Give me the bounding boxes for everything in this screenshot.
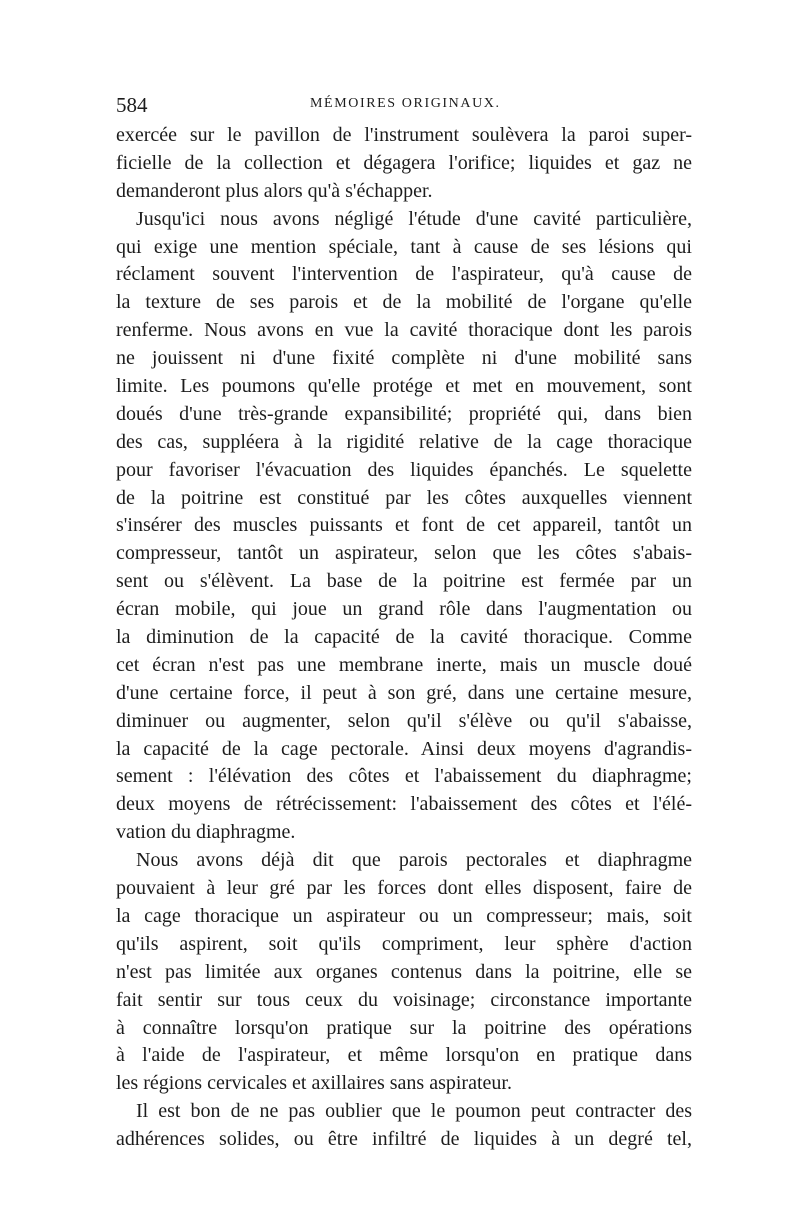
text-line: de la poitrine est constitué par les côtes auxquelles viennent [116, 486, 692, 509]
text-line: diminuer ou augmenter, selon qu'il s'élève ou qu'il s'abaisse, [116, 709, 692, 732]
text-line: exercée sur le pavillon de l'instrument soulèvera la paroi super- [116, 124, 692, 146]
text-line: sent ou s'élèvent. La base de la poitrine est fermée par un [116, 570, 692, 593]
text-line: pouvaient à leur gré par les forces dont elles disposent, faire de [116, 877, 692, 900]
text-line: limite. Les poumons qu'elle protége et met en mouvement, sont [116, 375, 692, 398]
text-line: deux moyens de rétrécissement: l'abaissement des côtes et l'élé- [116, 793, 692, 816]
text-line: doués d'une très-grande expansibilité; propriété qui, dans bien [116, 402, 692, 425]
text-line: réclament souvent l'intervention de l'aspirateur, qu'à cause de [116, 263, 692, 286]
text-line: Il est bon de ne pas oublier que le poumon peut contracter des [136, 1100, 692, 1123]
text-line: la texture de ses parois et de la mobilité de l'organe qu'elle [116, 291, 692, 314]
text-line: qu'ils aspirent, soit qu'ils compriment, leur sphère d'action [116, 932, 692, 955]
text-line: adhérences solides, ou être infiltré de liquides à un degré tel, [116, 1128, 692, 1151]
text-line: Jusqu'ici nous avons négligé l'étude d'une cavité particulière, [136, 207, 692, 230]
text-line: la diminution de la capacité de la cavité thoracique. Comme [116, 626, 692, 649]
text-line: compresseur, tantôt un aspirateur, selon que les côtes s'abais- [116, 542, 692, 565]
text-line: Nous avons déjà dit que parois pectorales et diaphragme [136, 849, 692, 872]
text-line: fait sentir sur tous ceux du voisinage; circonstance importante [116, 988, 692, 1011]
text-line: qui exige une mention spéciale, tant à cause de ses lésions qui [116, 235, 692, 258]
text-line: d'une certaine force, il peut à son gré, dans une certaine mesure, [116, 681, 692, 704]
page-header [116, 93, 698, 123]
text-line: des cas, suppléera à la rigidité relative de la cage thoracique [116, 430, 692, 453]
text-line: la capacité de la cage pectorale. Ainsi deux moyens d'agrandis- [116, 737, 692, 760]
text-line: s'insérer des muscles puissants et font de cet appareil, tantôt un [116, 514, 692, 537]
body-text [116, 122, 692, 1154]
page-number: 584 [116, 93, 148, 117]
text-line: sement : l'élévation des côtes et l'abaissement du diaphragme; [116, 765, 692, 788]
running-head: MÉMOIRES ORIGINAUX. [310, 96, 501, 111]
text-line: demanderont plus alors qu'à s'échapper. [116, 179, 433, 202]
text-line: la cage thoracique un aspirateur ou un compresseur; mais, soit [116, 904, 692, 927]
text-line: à connaître lorsqu'on pratique sur la poitrine des opérations [116, 1016, 692, 1039]
text-line: vation du diaphragme. [116, 821, 296, 844]
text-line: cet écran n'est pas une membrane inerte, mais un muscle doué [116, 653, 692, 676]
text-line: n'est pas limitée aux organes contenus dans la poitrine, elle se [116, 960, 692, 983]
text-line: renferme. Nous avons en vue la cavité thoracique dont les parois [116, 319, 692, 342]
text-line: ne jouissent ni d'une fixité complète ni d'une mobilité sans [116, 347, 692, 370]
text-line: écran mobile, qui joue un grand rôle dans l'augmentation ou [116, 598, 692, 621]
text-line: pour favoriser l'évacuation des liquides épanchés. Le squelette [116, 458, 692, 481]
text-line: à l'aide de l'aspirateur, et même lorsqu'on en pratique dans [116, 1044, 692, 1067]
text-line: les régions cervicales et axillaires sans aspirateur. [116, 1072, 512, 1095]
text-line: ficielle de la collection et dégagera l'orifice; liquides et gaz ne [116, 151, 692, 174]
